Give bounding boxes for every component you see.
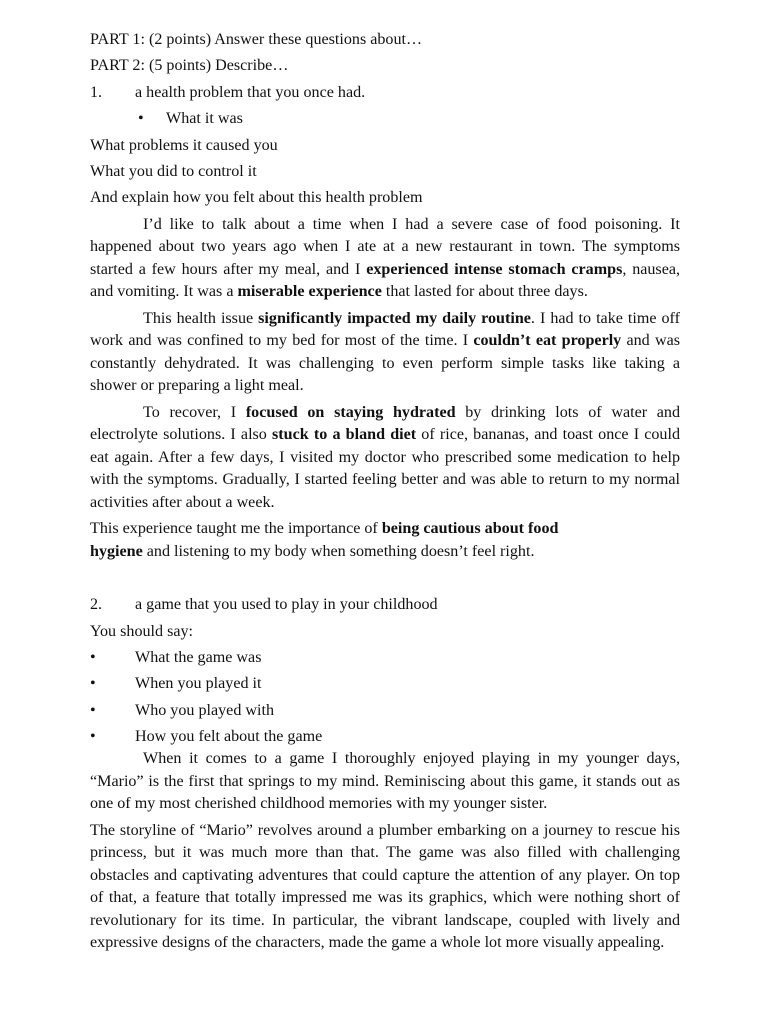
bullet-icon: • [138, 110, 144, 128]
bullet-icon: • [90, 649, 96, 667]
answer-1-paragraph-1: I’d like to talk about a time when I had a severe case of food poisoning. It happened about two years ago when I ate at a new restaurant in town. The symptoms started a few hours after my meal, and I experienced intense stomach cramps, nausea, and vomiting. It was a miserable experience that lasted for about three days. [90, 215, 681, 301]
question-1-number: 1. [90, 83, 103, 101]
highlight-phrase: couldn’t eat properly [473, 332, 622, 350]
question-2-intro: You should say: [90, 622, 193, 640]
question-2-bullet: • Who you played with [90, 700, 680, 726]
question-1-prompt-first [90, 108, 680, 134]
document-page [90, 29, 680, 955]
question-2-bullet: • When you played it [90, 673, 680, 699]
highlight-phrase: experienced intense stomach cramps [366, 260, 623, 278]
part1-heading: PART 1: (2 points) Answer these questions about… [90, 31, 423, 48]
question-2-bullet: • What the game was [90, 647, 680, 673]
highlight-phrase: significantly impacted my daily routine [258, 309, 531, 327]
question-2-topic: a game that you used to play in your childhood [135, 596, 438, 614]
answer-1-paragraph-3: To recover, I focused on staying hydrated by drinking lots of water and electrolyte solutions. I also stuck to a bland diet of rice, bananas, and toast once I could eat again. After a few days, I visited my doctor who prescribed some medication to help with the symptoms. Gradually, I started feeling better and was able to return to my normal activities after about a week. [90, 403, 681, 511]
highlight-phrase: focused on staying hydrated [245, 403, 456, 421]
section-spacer [90, 563, 680, 594]
bullet-icon: • [90, 728, 96, 746]
prompt-text: What it was [166, 110, 243, 128]
question-1-prompt: What you did to control it [90, 162, 257, 180]
question-1-topic: a health problem that you once had. [135, 83, 366, 101]
answer-2-paragraph-2: The storyline of “Mario” revolves around a plumber embarking on a journey to rescue his princess, but it was much more than that. The game was also filled with challenging obstacles and captivating adventures that could capture the attention of any player. On top of that, a feature that totally impressed me was its graphics, which were nothing short of revolutionary for its time. In particular, the vibrant landscape, coupled with lively and expressive designs of the characters, made the game a whole lot more visually appealing. [90, 821, 680, 952]
question-1 [90, 82, 680, 108]
answer-1-paragraph-4: This experience taught me the importance of being cautious about food hygiene and listening to my body when something doesn’t feel right. [90, 520, 559, 560]
question-1-prompt: What problems it caused you [90, 136, 278, 154]
answer-1-paragraph-2: This health issue significantly impacted my daily routine. I had to take time off work and was confined to my bed for most of the time. I couldn’t eat properly and was constantly dehydrated. It was challenging to even perform simple tasks like taking a shower or preparing a light meal. [90, 309, 681, 395]
answer-2-paragraph-1: When it comes to a game I thoroughly enjoyed playing in my younger days, “Mario” is the first that springs to my mind. Reminiscing about this game, it stands out as one of my most cherished childhood memories with my younger sister. [90, 750, 680, 813]
question-2-bullet: • How you felt about the game [90, 726, 680, 748]
bullet-icon: • [90, 701, 96, 719]
highlight-phrase: hygiene [90, 542, 143, 560]
highlight-phrase: miserable experience [237, 283, 382, 301]
question-1-prompt: And explain how you felt about this health problem [90, 189, 423, 207]
highlight-phrase: being cautious about food [381, 520, 559, 538]
bullet-icon: • [90, 675, 96, 693]
highlight-phrase: stuck to a bland diet [272, 426, 417, 444]
question-2-number: 2. [90, 596, 103, 614]
part2-heading: PART 2: (5 points) Describe… [90, 57, 289, 75]
question-2 [90, 594, 680, 620]
